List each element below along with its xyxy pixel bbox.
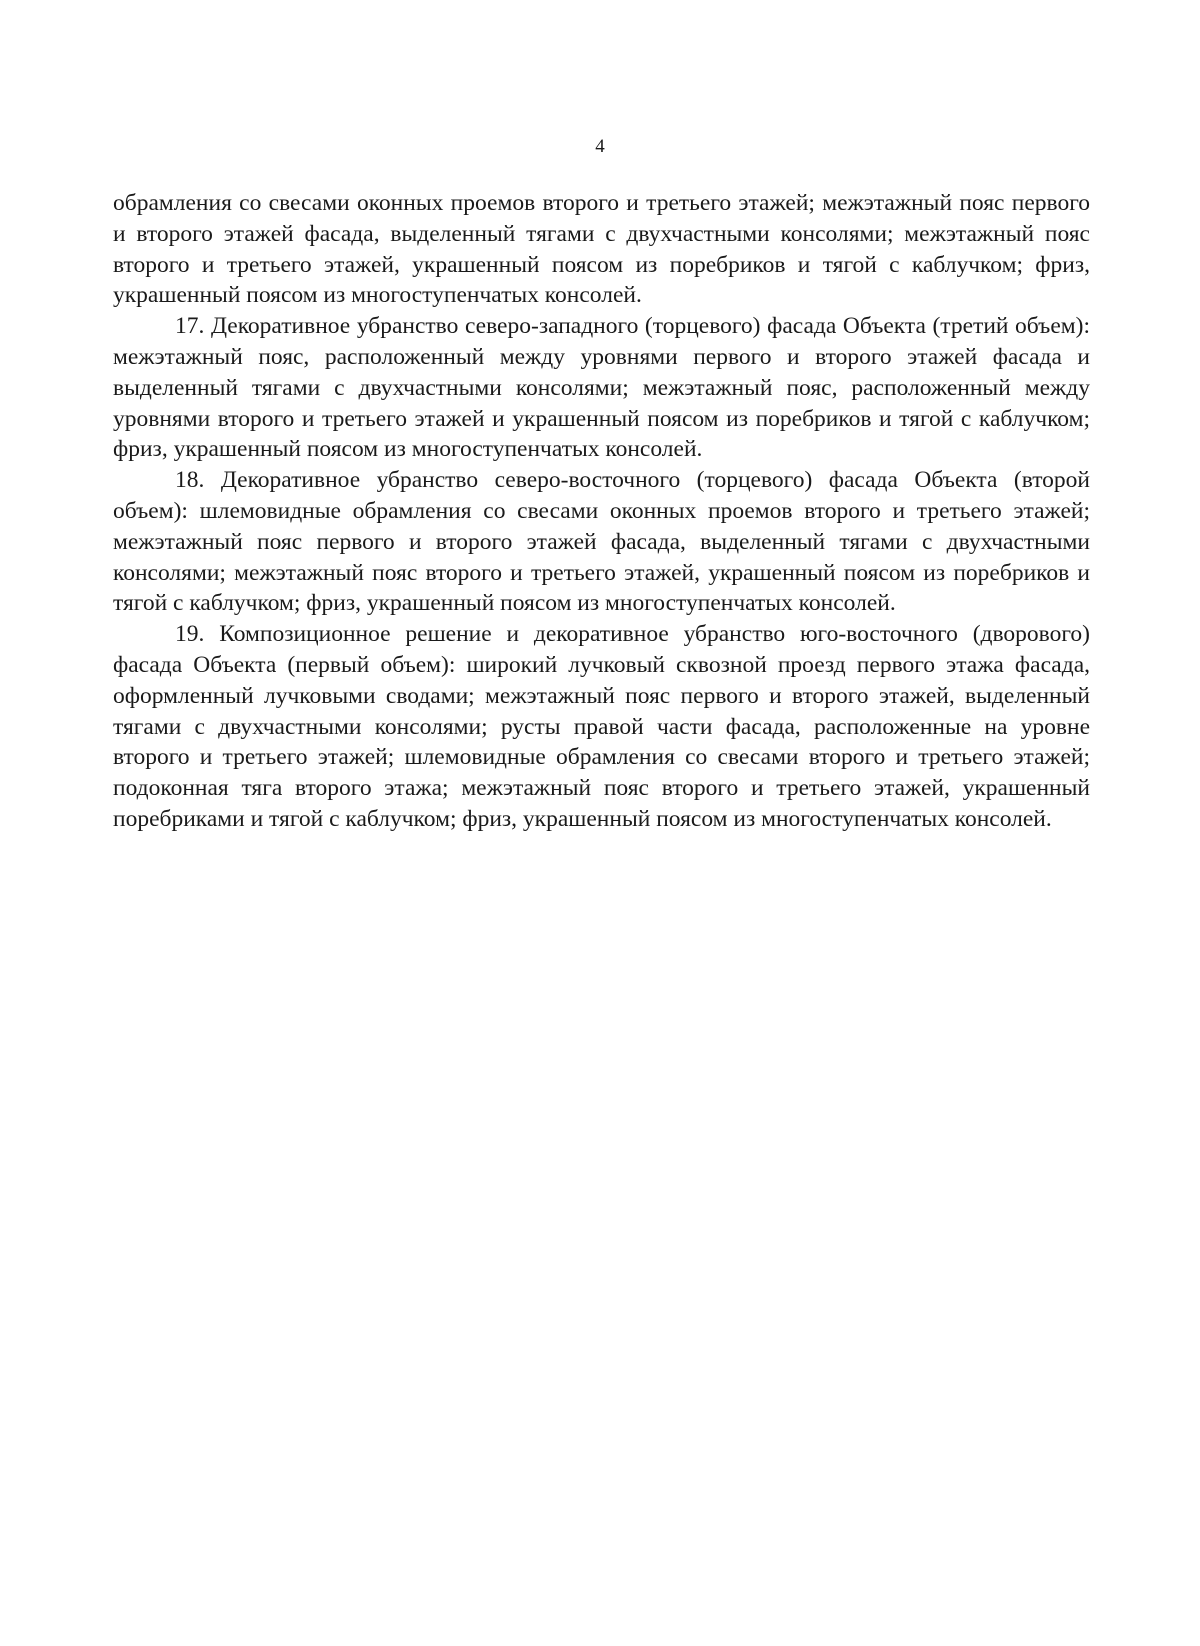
document-body — [113, 188, 1090, 835]
page-number: 4 — [595, 136, 605, 157]
paragraph-item-19: 19. Композиционное решение и декоративное убранство юго-восточного (дворового) фасада Объекта (первый объем): широкий лучковый сквозной проезд первого этажа фасада, оформленный лучковыми сводами; межэтажный пояс первого и второго этажей, выделенный тягами с двухчастными консолями; русты правой части фасада, расположенные на уровне второго и третьего этажей; шлемовидные обрамления со свесами второго и третьего этажей; подоконная тяга второго этажа; межэтажный пояс второго и третьего этажей, украшенный поребриками и тягой с каблучком; фриз, украшенный поясом из многоступенчатых консолей. — [113, 621, 1090, 832]
paragraph-item-17: 17. Декоративное убранство северо-западного (торцевого) фасада Объекта (третий объем): межэтажный пояс, расположенный между уровнями первого и второго этажей фасада и выделенный тягами с двухчастными консолями; межэтажный пояс, расположенный между уровнями второго и третьего этажей и украшенный поясом из поребриков и тягой с каблучком; фриз, украшенный поясом из многоступенчатых консолей. — [113, 313, 1090, 463]
paragraph-continuation: обрамления со свесами оконных проемов второго и третьего этажей; межэтажный пояс первого и второго этажей фасада, выделенный тягами с двухчастными консолями; межэтажный пояс второго и третьего этажей, украшенный поясом из поребриков и тягой с каблучком; фриз, украшенный поясом из многоступенчатых консолей. — [113, 190, 1090, 309]
paragraph-item-18: 18. Декоративное убранство северо-восточного (торцевого) фасада Объекта (второй объем): шлемовидные обрамления со свесами оконных проемов второго и третьего этажей; межэтажный пояс первого и второго этажей фасада, выделенный тягами с двухчастными консолями; межэтажный пояс второго и третьего этажей, украшенный поясом из поребриков и тягой с каблучком; фриз, украшенный поясом из многоступенчатых консолей. — [113, 467, 1090, 617]
